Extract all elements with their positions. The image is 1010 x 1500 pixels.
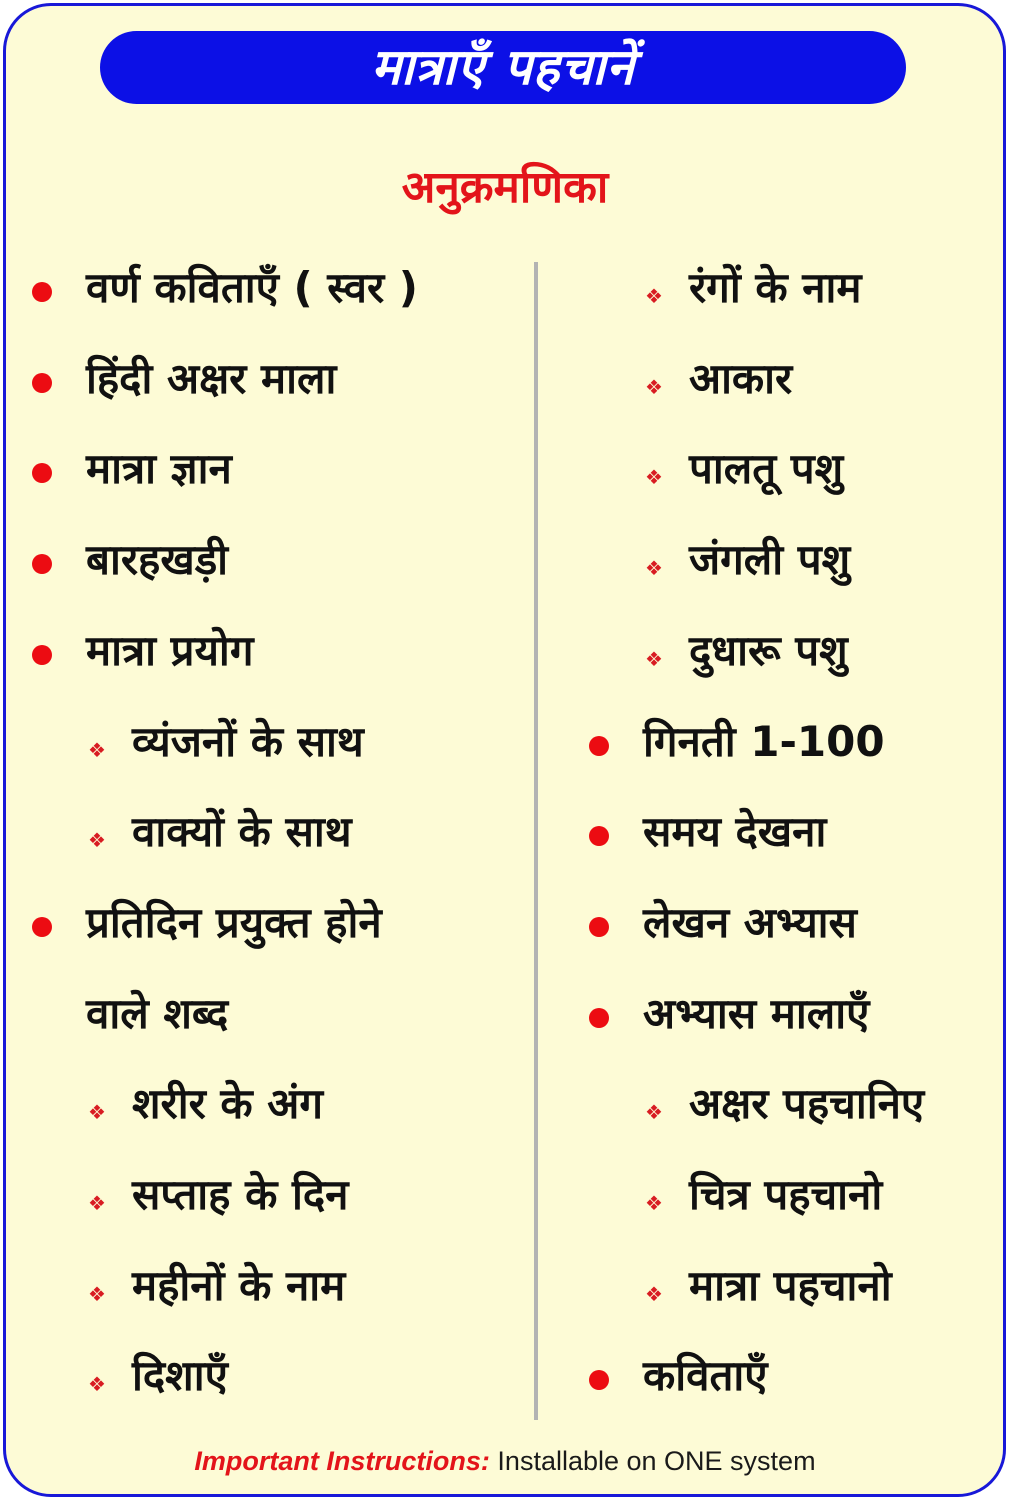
four-diamond-icon: ❖ xyxy=(88,1100,106,1125)
four-diamond-icon: ❖ xyxy=(645,374,663,399)
four-diamond-icon: ❖ xyxy=(645,284,663,308)
four-diamond-icon: ❖ xyxy=(645,556,663,581)
four-diamond-icon: ❖ xyxy=(645,646,663,671)
footer-text: Installable on ONE system xyxy=(489,1446,816,1476)
index-subitem: दिशाएँ xyxy=(132,1351,228,1401)
index-item: बारहखड़ी xyxy=(86,535,229,585)
four-diamond-icon: ❖ xyxy=(88,737,106,762)
four-diamond-icon: ❖ xyxy=(645,1281,663,1306)
index-item: समय देखना xyxy=(643,807,827,857)
index-item: मात्रा ज्ञान xyxy=(86,444,232,494)
index-subitem: पालतू पशु xyxy=(689,444,844,494)
page-title: मात्राएँ पहचानें xyxy=(100,31,906,104)
index-subitem: दुधारू पशु xyxy=(689,625,848,675)
index-item: कविताएँ xyxy=(643,1351,768,1401)
red-dot-icon xyxy=(589,736,609,756)
index-subitem: शरीर के अंग xyxy=(132,1079,324,1129)
index-subitem: सप्ताह के दिन xyxy=(132,1170,349,1219)
red-dot-icon xyxy=(32,554,52,574)
column-divider xyxy=(534,262,538,1420)
red-dot-icon xyxy=(32,373,52,393)
four-diamond-icon: ❖ xyxy=(88,828,106,853)
red-dot-icon xyxy=(32,282,52,302)
index-subitem: महीनों के नाम xyxy=(132,1260,346,1310)
four-diamond-icon: ❖ xyxy=(88,1372,106,1397)
footer-note xyxy=(0,1444,1010,1478)
index-item: गिनती 1-100 xyxy=(643,716,885,766)
index-subitem: आकार xyxy=(689,353,793,403)
index-subitem: वाक्यों के साथ xyxy=(132,807,352,857)
red-dot-icon xyxy=(589,1008,609,1028)
red-dot-icon xyxy=(32,917,52,937)
index-item: प्रतिदिन प्रयुक्त होने xyxy=(86,897,382,947)
red-dot-icon xyxy=(32,645,52,665)
index-item: लेखन अभ्यास xyxy=(643,897,857,947)
index-subitem: अक्षर पहचानिए xyxy=(689,1079,925,1129)
index-subitem: चित्र पहचानो xyxy=(689,1170,883,1219)
four-diamond-icon: ❖ xyxy=(645,1191,663,1215)
red-dot-icon xyxy=(589,917,609,937)
four-diamond-icon: ❖ xyxy=(645,465,663,490)
index-heading: अनुक्रमणिका xyxy=(401,162,609,213)
four-diamond-icon: ❖ xyxy=(88,1281,106,1306)
index-item: हिंदी अक्षर माला xyxy=(86,353,337,403)
index-subitem: व्यंजनों के साथ xyxy=(132,716,364,766)
index-item: अभ्यास मालाएँ xyxy=(643,988,870,1038)
index-item: वाले शब्द xyxy=(86,988,229,1038)
four-diamond-icon: ❖ xyxy=(645,1100,663,1125)
index-subitem: जंगली पशु xyxy=(689,535,851,585)
index-subitem: मात्रा पहचानो xyxy=(689,1260,892,1310)
four-diamond-icon: ❖ xyxy=(88,1191,106,1215)
footer-label: Important Instructions: xyxy=(194,1446,490,1476)
index-item: वर्ण कविताएँ ( स्वर ) xyxy=(86,263,418,312)
index-item: मात्रा प्रयोग xyxy=(86,625,254,675)
index-subitem: रंगों के नाम xyxy=(689,263,862,312)
